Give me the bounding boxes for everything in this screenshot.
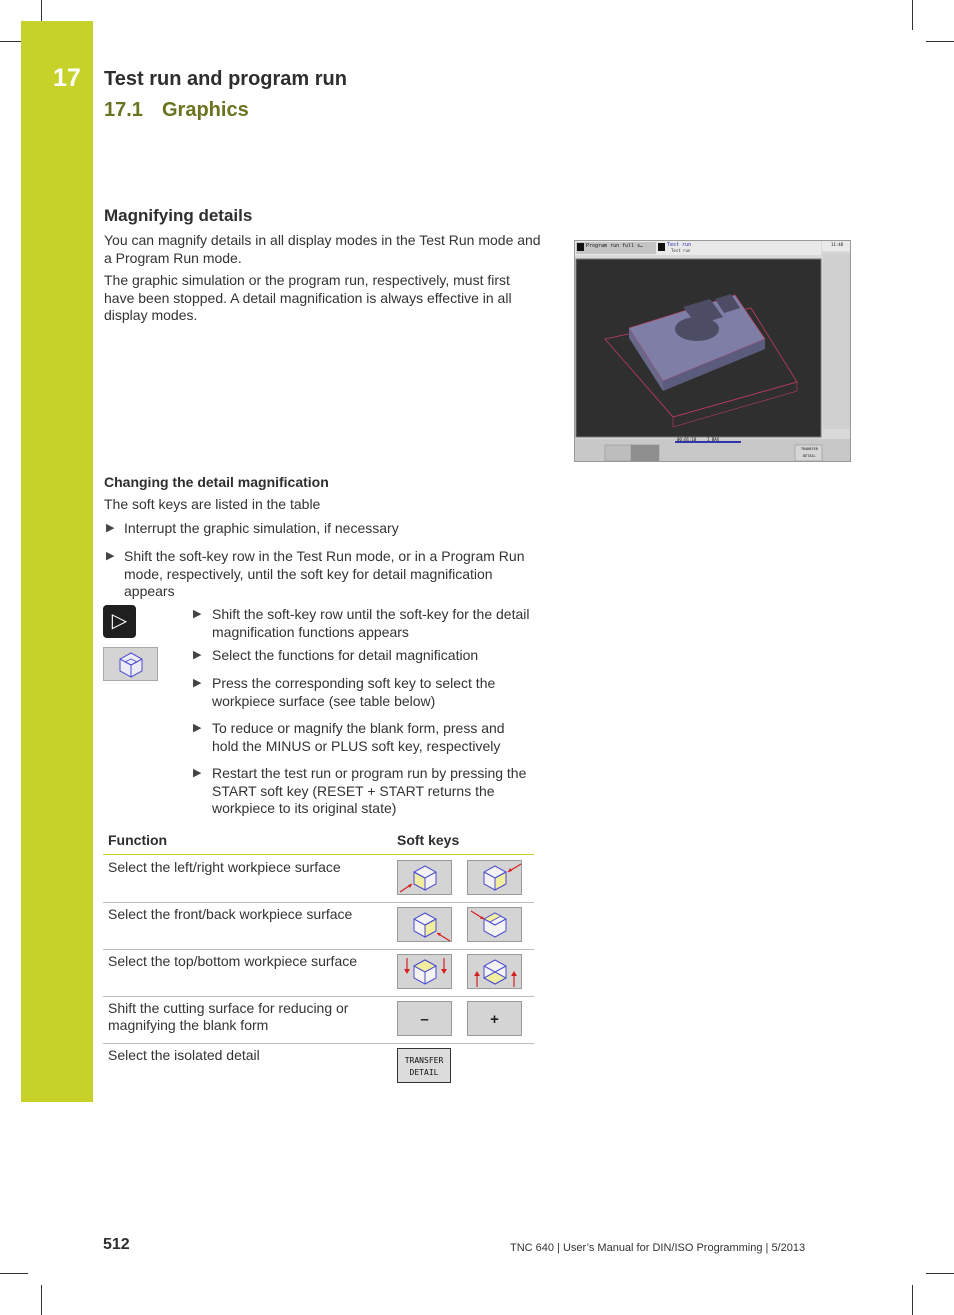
select-top-surface-softkey[interactable] bbox=[397, 954, 452, 989]
bullet-triangle-icon: ▶ bbox=[193, 608, 202, 620]
transfer-label: TRANSFER bbox=[404, 1056, 444, 1065]
table-row-divider bbox=[103, 996, 534, 997]
crop-mark bbox=[0, 41, 22, 42]
step-item: ▶ Interrupt the graphic simulation, if necessary bbox=[106, 520, 399, 536]
cube-icon bbox=[104, 648, 159, 682]
select-front-surface-softkey[interactable] bbox=[397, 907, 452, 942]
intro-paragraph: The graphic simulation or the program run, respectively, must first have been stopped. A detail magnification is always effective in all display modes. bbox=[104, 272, 512, 323]
footer-text: TNC 640 | User’s Manual for DIN/ISO Programming | 5/2013 bbox=[510, 1242, 806, 1254]
plus-label: + bbox=[490, 1011, 499, 1028]
table-row-divider bbox=[103, 902, 534, 903]
cube-back-arrow-icon bbox=[468, 908, 523, 943]
minus-label: – bbox=[420, 1011, 429, 1028]
transfer-detail-softkey[interactable] bbox=[397, 1048, 451, 1083]
heading-magnifying-details: Magnifying details bbox=[104, 206, 253, 225]
screen-clock: 11:48 bbox=[831, 242, 844, 247]
screen-tab-right-sub: Test run bbox=[671, 248, 691, 253]
select-right-surface-softkey[interactable] bbox=[467, 860, 522, 895]
cube-top-arrow-icon bbox=[398, 955, 453, 990]
key-step-item: ▶ Press the corresponding soft key to select the workpiece surface (see table below) bbox=[193, 675, 496, 709]
bullet-triangle-icon: ▶ bbox=[106, 522, 115, 534]
cube-left-arrow-icon bbox=[398, 861, 453, 896]
screen-softkey-transfer-2: DETAIL bbox=[803, 454, 816, 458]
detail-magnification-softkey[interactable] bbox=[103, 647, 158, 681]
screen-tab-left: Program run full s… bbox=[586, 243, 644, 249]
table-row-divider bbox=[103, 949, 534, 950]
table-row-divider bbox=[103, 1043, 534, 1044]
key-step-item: ▶ Select the functions for detail magnification bbox=[193, 647, 479, 663]
crop-mark bbox=[41, 0, 42, 22]
chapter-number: 17 bbox=[53, 64, 81, 92]
table-row-function: Select the top/bottom workpiece surface bbox=[108, 953, 358, 969]
subheading-changing-detail: Changing the detail magnification bbox=[104, 474, 329, 490]
intro-paragraph: You can magnify details in all display modes in the Test Run mode and a Program Run mode. bbox=[104, 232, 541, 266]
select-back-surface-softkey[interactable] bbox=[467, 907, 522, 942]
cube-right-arrow-icon bbox=[468, 861, 523, 896]
key-step-item: ▶ To reduce or magnify the blank form, press and hold the MINUS or PLUS soft key, respectively bbox=[193, 720, 505, 754]
crop-mark bbox=[912, 0, 913, 30]
screen-softkey-transfer-1: TRANSFER bbox=[801, 447, 818, 451]
bullet-triangle-icon: ▶ bbox=[193, 649, 202, 661]
page-number: 512 bbox=[103, 1236, 130, 1253]
screen-tab-right: Test run bbox=[667, 242, 692, 248]
shift-softkey-row-key[interactable]: ▷ bbox=[103, 605, 136, 638]
cube-front-arrow-icon bbox=[398, 908, 453, 943]
table-row-function: Select the front/back workpiece surface bbox=[108, 906, 353, 922]
screen-status-time: 00:01:10 bbox=[677, 437, 697, 442]
key-step-item: ▶ Restart the test run or program run by pressing the START soft key (RESET + START returns the workpiece to its original state) bbox=[193, 765, 527, 816]
tnc-screen-graphic bbox=[575, 241, 851, 462]
minus-softkey[interactable] bbox=[397, 1001, 452, 1036]
bullet-triangle-icon: ▶ bbox=[193, 677, 202, 689]
cube-bottom-arrow-icon bbox=[468, 955, 523, 990]
select-bottom-surface-softkey[interactable] bbox=[467, 954, 522, 989]
step-item: ▶ Shift the soft-key row in the Test Run mode, or in a Program Run mode, respectively, until the soft key for detail magnification appears bbox=[106, 548, 525, 599]
section-name: Graphics bbox=[162, 99, 249, 121]
table-header-function: Function bbox=[108, 832, 168, 848]
select-left-surface-softkey[interactable] bbox=[397, 860, 452, 895]
crop-mark bbox=[926, 1273, 954, 1274]
table-header-rule bbox=[103, 854, 534, 855]
screen-status-extra: 1 BAX bbox=[707, 437, 720, 442]
section-number: 17.1 bbox=[104, 99, 143, 121]
tnc-screenshot bbox=[574, 240, 851, 462]
table-row-function: Select the isolated detail bbox=[108, 1047, 260, 1063]
chapter-sidebar bbox=[21, 21, 93, 1102]
section-title bbox=[104, 99, 249, 122]
crop-mark bbox=[912, 1285, 913, 1315]
bullet-triangle-icon: ▶ bbox=[193, 722, 202, 734]
bullet-triangle-icon: ▶ bbox=[106, 550, 115, 562]
table-header-softkeys: Soft keys bbox=[397, 832, 460, 848]
bullet-triangle-icon: ▶ bbox=[193, 767, 202, 779]
detail-label: DETAIL bbox=[409, 1068, 439, 1077]
crop-mark bbox=[41, 1285, 42, 1315]
key-step-item: ▶ Shift the soft-key row until the soft-key for the detail magnification functions appears bbox=[193, 606, 530, 640]
chapter-title: Test run and program run bbox=[104, 68, 347, 90]
plus-softkey[interactable] bbox=[467, 1001, 522, 1036]
table-row-function: Select the left/right workpiece surface bbox=[108, 859, 341, 875]
crop-mark bbox=[0, 1273, 28, 1274]
table-row-function: Shift the cutting surface for reducing or magnifying the blank form bbox=[108, 1000, 349, 1033]
crop-mark bbox=[926, 41, 954, 42]
lead-text: The soft keys are listed in the table bbox=[104, 496, 321, 512]
